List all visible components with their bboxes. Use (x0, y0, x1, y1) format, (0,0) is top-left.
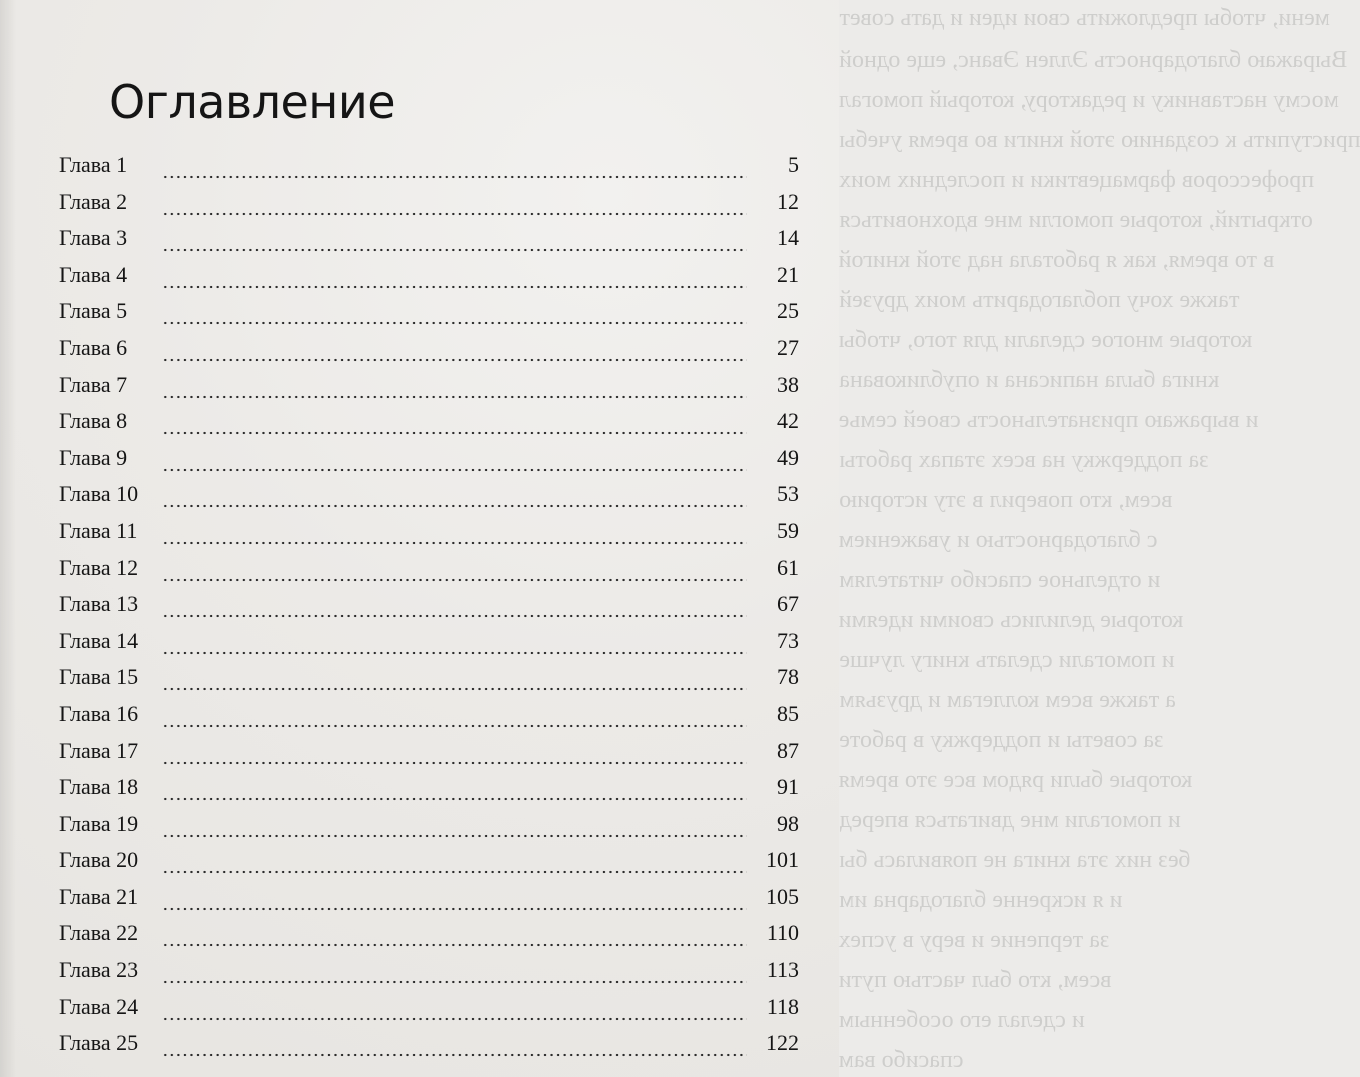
toc-entry (59, 474, 799, 511)
toc-entry (59, 621, 799, 658)
page-number: 98 (777, 810, 799, 836)
toc-entry (59, 657, 799, 694)
toc-entry (59, 511, 799, 548)
toc-entry (59, 182, 799, 219)
page-number: 53 (777, 481, 799, 507)
page-title: Оглавление (109, 75, 396, 129)
page-number: 122 (766, 1030, 799, 1056)
chapter-label: Глава 22 (59, 920, 139, 946)
page-number: 25 (777, 298, 799, 324)
dot-leader (162, 687, 747, 691)
page-number: 113 (766, 957, 799, 983)
toc-entry (59, 913, 799, 950)
toc-entry (59, 877, 799, 914)
toc-entry (59, 145, 799, 182)
dot-leader (162, 834, 747, 838)
chapter-label: Глава 24 (59, 993, 139, 1019)
page-number: 38 (777, 371, 799, 397)
dot-leader (162, 724, 747, 728)
dot-leader (162, 907, 747, 911)
toc-entry (59, 328, 799, 365)
dot-leader (162, 504, 747, 508)
dot-leader (162, 468, 747, 472)
chapter-label: Глава 10 (59, 481, 139, 507)
page-number: 14 (777, 225, 799, 251)
toc-entry (59, 255, 799, 292)
chapter-label: Глава 4 (59, 261, 128, 287)
page-number: 87 (777, 737, 799, 763)
dot-leader (162, 175, 747, 179)
toc-entry (59, 584, 799, 621)
chapter-label: Глава 23 (59, 957, 139, 983)
page-number: 61 (777, 554, 799, 580)
dot-leader (162, 578, 747, 582)
toc-entry (59, 804, 799, 841)
page-number: 5 (788, 152, 799, 177)
page-number: 59 (777, 517, 799, 543)
chapter-label: Глава 2 (59, 188, 128, 214)
chapter-label: Глава 5 (59, 298, 128, 324)
toc-entry (59, 401, 799, 438)
toc-entry (59, 291, 799, 328)
page-number: 105 (766, 883, 799, 909)
chapter-label: Глава 1 (59, 152, 128, 177)
dot-leader (162, 1017, 747, 1021)
dot-leader (162, 651, 747, 655)
table-of-contents (59, 145, 799, 1060)
chapter-label: Глава 17 (59, 737, 139, 763)
dot-leader (162, 395, 747, 399)
dot-leader (162, 943, 747, 947)
page-number: 78 (777, 664, 799, 690)
chapter-label: Глава 20 (59, 847, 139, 873)
dot-leader (162, 870, 747, 874)
toc-entry (59, 767, 799, 804)
toc-entry (59, 694, 799, 731)
page-number: 67 (777, 591, 799, 617)
dot-leader (162, 321, 747, 325)
toc-entry (59, 548, 799, 585)
page-number: 118 (766, 993, 799, 1019)
page-number: 73 (777, 627, 799, 653)
chapter-label: Глава 9 (59, 444, 128, 470)
chapter-label: Глава 11 (59, 517, 138, 543)
dot-leader (162, 212, 747, 216)
dot-leader (162, 541, 747, 545)
dot-leader (162, 285, 747, 289)
toc-entry (59, 950, 799, 987)
toc-entry (59, 840, 799, 877)
page-number: 42 (777, 408, 799, 434)
dot-leader (162, 761, 747, 765)
page-edge-shadow (0, 0, 16, 1077)
dot-leader (162, 248, 747, 252)
dot-leader (162, 614, 747, 618)
toc-entry (59, 218, 799, 255)
dot-leader (162, 431, 747, 435)
page-number: 12 (777, 188, 799, 214)
page-number: 49 (777, 444, 799, 470)
chapter-label: Глава 13 (59, 591, 139, 617)
dot-leader (162, 797, 747, 801)
chapter-label: Глава 25 (59, 1030, 139, 1056)
chapter-label: Глава 3 (59, 225, 128, 251)
chapter-label: Глава 19 (59, 810, 139, 836)
toc-entry (59, 365, 799, 402)
chapter-label: Глава 12 (59, 554, 139, 580)
page-number: 101 (766, 847, 799, 873)
page-number: 27 (777, 334, 799, 360)
toc-entry (59, 438, 799, 475)
toc-entry (59, 987, 799, 1024)
dot-leader (162, 1053, 747, 1057)
toc-entry (59, 731, 799, 768)
show-through-text: мени, чтобы предложить свои идеи и дать совет Выражаю благодарность Эллен Эванс, еще одной мосму наставнику и редактору, который помогал приступить к созданию этой книги во время учебы профессоров фармацевтики и последних моих открытий, которые помогли мне вдохновиться в то время, как я работала над этой книгой также хочу поблагодарить моих друзей которые многое сделали для того, чтобы книга была написана и опубликована и выражаю признательность своей семье за поддержку на всех этапах работы всем, кто поверил в эту историю с благодарностью и уважением и отдельное спасибо читателям которые делились своими идеями и помогали сделать книгу лучше а также всем коллегам и друзьям за советы и поддержку в работе которые были рядом все это время и помогали мне двигаться вперед без них эта книга не появилась бы и я искренне благодарна им за терпение и веру в успех всем, кто был частью пути и сделал его особенным спасибо вам (839, 5, 1360, 1073)
chapter-label: Глава 8 (59, 408, 128, 434)
chapter-label: Глава 18 (59, 774, 139, 800)
chapter-label: Глава 6 (59, 334, 128, 360)
dot-leader (162, 980, 747, 984)
chapter-label: Глава 15 (59, 664, 139, 690)
chapter-label: Глава 16 (59, 700, 139, 726)
page-number: 110 (766, 920, 799, 946)
toc-entry (59, 1023, 799, 1060)
page-number: 85 (777, 700, 799, 726)
chapter-label: Глава 21 (59, 883, 139, 909)
page-number: 21 (777, 261, 799, 287)
chapter-label: Глава 14 (59, 627, 139, 653)
chapter-label: Глава 7 (59, 371, 128, 397)
dot-leader (162, 358, 747, 362)
page-number: 91 (777, 774, 799, 800)
